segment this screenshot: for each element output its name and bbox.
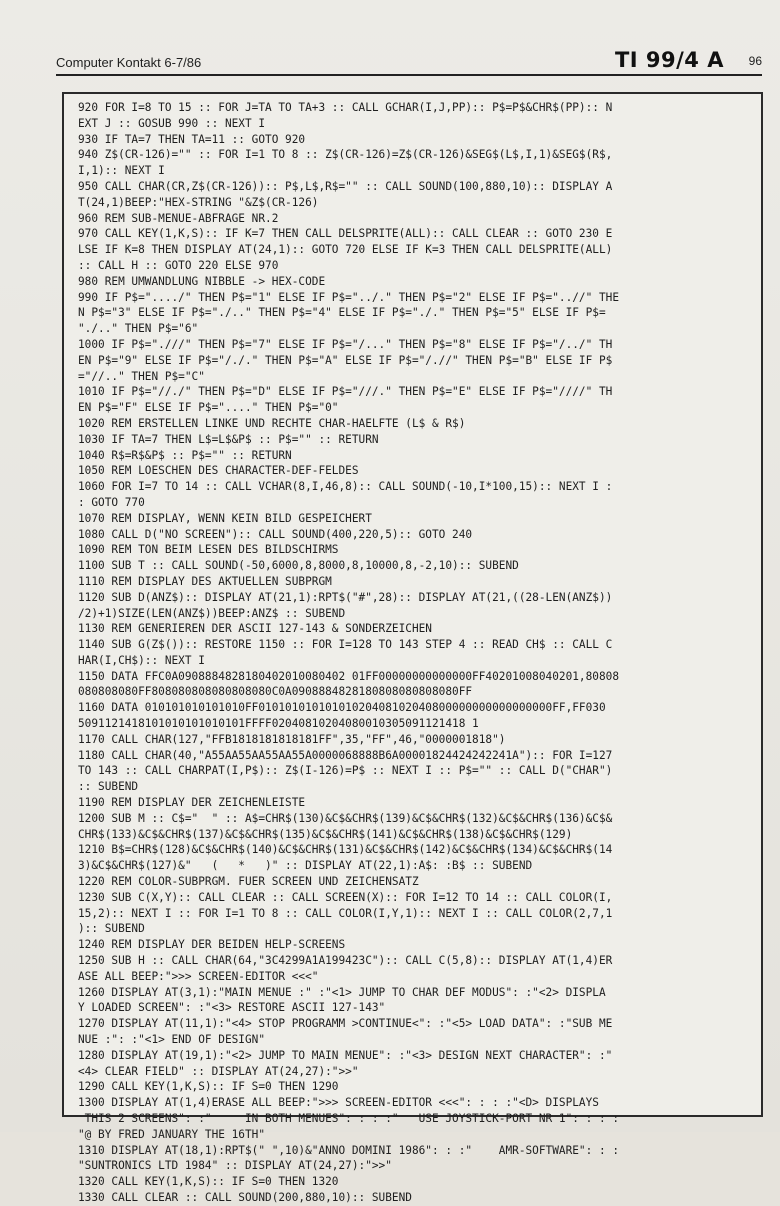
code-line: 1100 SUB T :: CALL SOUND(-50,6000,8,8000,8,10000,8,-2,10):: SUBEND: [78, 559, 519, 573]
code-line: 1180 CALL CHAR(40,"A55AA55AA55AA55A0000068888B6A00001824424242241A"):: FOR I=127: [78, 748, 613, 762]
code-line: N P$="3" ELSE IF P$="./.." THEN P$="4" ELSE IF P$="./." THEN P$="5" ELSE IF P$=: [78, 306, 606, 320]
code-line: LSE IF K=8 THEN DISPLAY AT(24,1):: GOTO 720 ELSE IF K=3 THEN CALL DELSPRITE(ALL): [78, 243, 613, 257]
code-line: 940 Z$(CR-126)="" :: FOR I=1 TO 8 :: Z$(CR-126)=Z$(CR-126)&SEG$(L$,I,1)&SEG$(R$,: [78, 148, 613, 162]
code-line: 1280 DISPLAY AT(19,1):"<2> JUMP TO MAIN MENUE": :"<3> DESIGN NEXT CHARACTER": :": [78, 1048, 613, 1062]
code-line: 1310 DISPLAY AT(18,1):RPT$(" ",10)&"ANNO DOMINI 1986": : :" AMR-SOFTWARE": : :: [78, 1143, 619, 1157]
page-number: 96: [748, 54, 762, 68]
code-line: 1320 CALL KEY(1,K,S):: IF S=0 THEN 1320: [78, 1175, 339, 1189]
code-line: EN P$="9" ELSE IF P$="/./." THEN P$="A" ELSE IF P$="/.//" THEN P$="B" ELSE IF P$: [78, 353, 613, 367]
code-line: 1270 DISPLAY AT(11,1):"<4> STOP PROGRAMM >CONTINUE<": :"<5> LOAD DATA": :"SUB ME: [78, 1017, 613, 1031]
code-line: 990 IF P$="..../" THEN P$="1" ELSE IF P$="../." THEN P$="2" ELSE IF P$="..//" THE: [78, 290, 619, 304]
code-line: 1090 REM TON BEIM LESEN DES BILDSCHIRMS: [78, 543, 339, 557]
code-line: 1140 SUB G(Z$()):: RESTORE 1150 :: FOR I=128 TO 143 STEP 4 :: READ CH$ :: CALL C: [78, 638, 613, 652]
code-line: T(24,1)BEEP:"HEX-STRING "&Z$(CR-126): [78, 195, 319, 209]
code-line: ASE ALL BEEP:">>> SCREEN-EDITOR <<<": [78, 969, 319, 983]
code-line: 1220 REM COLOR-SUBPRGM. FUER SCREEN UND ZEICHENSATZ: [78, 875, 419, 889]
program-listing: [78, 100, 758, 1206]
code-line: 5091121418101010101010101FFFF02040810204080010305091121418 1: [78, 717, 479, 731]
code-line: I,1):: NEXT I: [78, 164, 165, 178]
code-line: TO 143 :: CALL CHARPAT(I,P$):: Z$(I-126)=P$ :: NEXT I :: P$="" :: CALL D("CHAR"): [78, 764, 613, 778]
code-line: 080808080FF808080808080808080C0A0908884828180808080808080FF: [78, 685, 473, 699]
code-line: 960 REM SUB-MENUE-ABFRAGE NR.2: [78, 211, 279, 225]
code-line: 980 REM UMWANDLUNG NIBBLE -> HEX-CODE: [78, 274, 326, 288]
code-line: 1230 SUB C(X,Y):: CALL CLEAR :: CALL SCREEN(X):: FOR I=12 TO 14 :: CALL COLOR(I,: [78, 890, 613, 904]
code-line: 1000 IF P$=".///" THEN P$="7" ELSE IF P$="/..." THEN P$="8" ELSE IF P$="/../" TH: [78, 337, 613, 351]
code-line: Y LOADED SCREEN": :"<3> RESTORE ASCII 127-143": [78, 1001, 386, 1015]
code-line: 1130 REM GENERIEREN DER ASCII 127-143 & SONDERZEICHEN: [78, 622, 432, 636]
code-line: 1290 CALL KEY(1,K,S):: IF S=0 THEN 1290: [78, 1080, 339, 1094]
code-line: 1080 CALL D("NO SCREEN"):: CALL SOUND(400,220,5):: GOTO 240: [78, 527, 473, 541]
code-line: 920 FOR I=8 TO 15 :: FOR J=TA TO TA+3 :: CALL GCHAR(I,J,PP):: P$=P$&CHR$(PP):: N: [78, 101, 613, 114]
code-line: :: SUBEND: [78, 780, 139, 794]
code-line: 1150 DATA FFC0A0908884828180402010080402 01FF00000000000000FF40201008040201,80808: [78, 669, 619, 683]
code-line: "SUNTRONICS LTD 1984" :: DISPLAY AT(24,27):">>": [78, 1159, 392, 1173]
code-line: :: CALL H :: GOTO 220 ELSE 970: [78, 258, 279, 272]
code-line: 1050 REM LOESCHEN DES CHARACTER-DEF-FELDES: [78, 464, 359, 478]
code-line: EXT J :: GOSUB 990 :: NEXT I: [78, 116, 266, 130]
code-line: 930 IF TA=7 THEN TA=11 :: GOTO 920: [78, 132, 306, 146]
code-line: 1210 B$=CHR$(128)&C$&CHR$(140)&C$&CHR$(131)&C$&CHR$(142)&C$&CHR$(134)&C$&CHR$(14: [78, 843, 613, 857]
code-line: 15,2):: NEXT I :: FOR I=1 TO 8 :: CALL COLOR(I,Y,1):: NEXT I :: CALL COLOR(2,7,1: [78, 906, 613, 920]
code-line: 950 CALL CHAR(CR,Z$(CR-126)):: P$,L$,R$="" :: CALL SOUND(100,880,10):: DISPLAY A: [78, 179, 613, 193]
code-line: 1020 REM ERSTELLEN LINKE UND RECHTE CHAR-HAELFTE (L$ & R$): [78, 416, 466, 430]
code-line: 1060 FOR I=7 TO 14 :: CALL VCHAR(8,I,46,8):: CALL SOUND(-10,I*100,15):: NEXT I :: [78, 480, 613, 494]
code-line: /2)+1)SIZE(LEN(ANZ$))BEEP:ANZ$ :: SUBEND: [78, 606, 346, 620]
code-line: 1330 CALL CLEAR :: CALL SOUND(200,880,10):: SUBEND: [78, 1190, 412, 1204]
code-line: 1240 REM DISPLAY DER BEIDEN HELP-SCREENS: [78, 938, 346, 952]
page-header: [56, 40, 762, 76]
code-line: 3)&C$&CHR$(127)&" ( * )" :: DISPLAY AT(22,1):A$: :B$ :: SUBEND: [78, 859, 533, 873]
code-line: ):: SUBEND: [78, 922, 145, 936]
code-line: 1010 IF P$="//./" THEN P$="D" ELSE IF P$="///." THEN P$="E" ELSE IF P$="////" TH: [78, 385, 613, 399]
code-line: 1250 SUB H :: CALL CHAR(64,"3C4299A1A199423C"):: CALL C(5,8):: DISPLAY AT(1,4)ER: [78, 954, 613, 968]
code-line: 1260 DISPLAY AT(3,1):"MAIN MENUE :" :"<1> JUMP TO CHAR DEF MODUS": :"<2> DISPLA: [78, 985, 606, 999]
code-line: : GOTO 770: [78, 495, 145, 509]
code-line: 1300 DISPLAY AT(1,4)ERASE ALL BEEP:">>> SCREEN-EDITOR <<<": : : :"<D> DISPLAYS: [78, 1096, 599, 1110]
code-line: THIS 2 SCREENS": :" IN BOTH MENUES": : : :" USE JOYSTICK-PORT NR 1": : : :: [78, 1112, 619, 1125]
code-line: 1030 IF TA=7 THEN L$=L$&P$ :: P$="" :: RETURN: [78, 432, 379, 446]
code-line: ="//.." THEN P$="C": [78, 369, 205, 383]
code-line: 1110 REM DISPLAY DES AKTUELLEN SUBPRGM: [78, 574, 332, 588]
code-line: 1200 SUB M :: C$=" " :: A$=CHR$(130)&C$&CHR$(139)&C$&CHR$(132)&C$&CHR$(136)&C$&: [78, 811, 613, 825]
code-line: 970 CALL KEY(1,K,S):: IF K=7 THEN CALL DELSPRITE(ALL):: CALL CLEAR :: GOTO 230 E: [78, 227, 613, 241]
code-line: "./.." THEN P$="6": [78, 322, 199, 336]
code-line: HAR(I,CH$):: NEXT I: [78, 653, 205, 667]
code-line: NUE :": :"<1> END OF DESIGN": [78, 1033, 266, 1047]
code-line: CHR$(133)&C$&CHR$(137)&C$&CHR$(135)&C$&CHR$(141)&C$&CHR$(138)&C$&CHR$(129): [78, 827, 573, 841]
code-line: EN P$="F" ELSE IF P$="...." THEN P$="0": [78, 401, 339, 415]
code-line: <4> CLEAR FIELD" :: DISPLAY AT(24,27):">>": [78, 1064, 359, 1078]
magazine-issue: Computer Kontakt 6-7/86: [56, 55, 202, 70]
code-line: 1160 DATA 010101010101010FF01010101010101020408102040800000000000000000FF,FF030: [78, 701, 606, 715]
section-title: TI 99/4 A: [614, 48, 724, 72]
code-line: 1170 CALL CHAR(127,"FFB1818181818181FF",35,"FF",46,"0000001818"): [78, 732, 506, 746]
program-listing-box: [62, 92, 763, 1204]
code-line: 1040 R$=R$&P$ :: P$="" :: RETURN: [78, 448, 292, 462]
code-line: 1190 REM DISPLAY DER ZEICHENLEISTE: [78, 796, 306, 810]
code-line: 1120 SUB D(ANZ$):: DISPLAY AT(21,1):RPT$("#",28):: DISPLAY AT(21,((28-LEN(ANZ$)): [78, 590, 613, 604]
code-line: "@ BY FRED JANUARY THE 16TH": [78, 1127, 266, 1141]
code-line: 1070 REM DISPLAY, WENN KEIN BILD GESPEICHERT: [78, 511, 372, 525]
